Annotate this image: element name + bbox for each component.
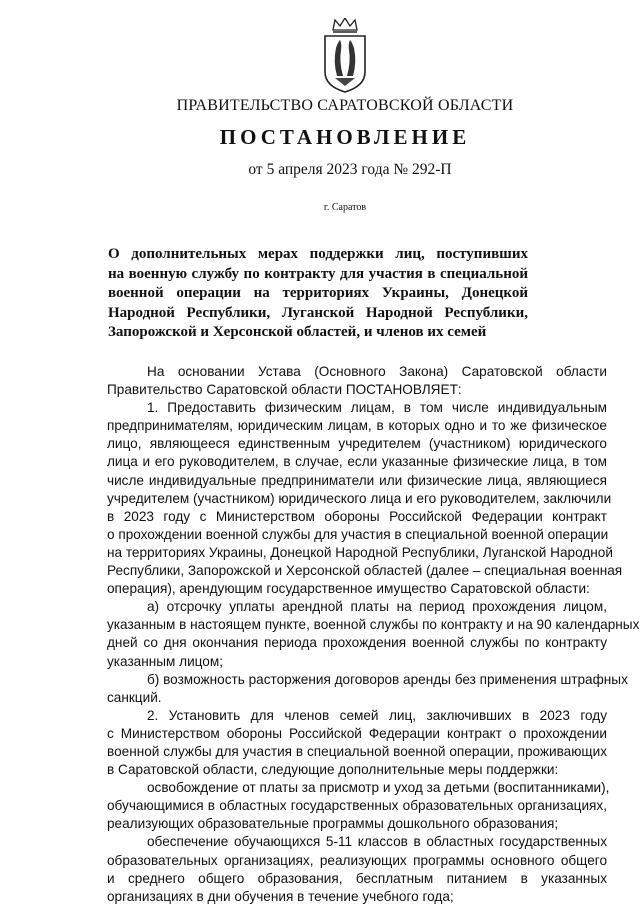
body-line: образовательных организациях, реализующих программы основного общего: [107, 852, 607, 868]
body-line: числе индивидуальные предприниматели или физические лица, являющиеся: [107, 472, 607, 488]
body-line: предпринимателям, юридическим лицам, в которых одно и то же физическое: [107, 418, 607, 434]
body-line: о прохождении военной службы для участия в специальной военной операции: [107, 526, 609, 542]
document-type: ПОСТАНОВЛЕНИЕ: [219, 125, 471, 149]
body-line: организациях в дни обучения в течение учебного года;: [107, 888, 454, 904]
body-line: обучающимися в областных государственных образовательных организациях,: [107, 798, 607, 814]
body-line: б) возможность расторжения договоров аренды без применения штрафных: [147, 671, 628, 687]
organization-name: ПРАВИТЕЛЬСТВО САРАТОВСКОЙ ОБЛАСТИ: [176, 97, 514, 114]
body-line: санкций.: [107, 689, 162, 705]
body-line: лица и его руководителем, в случае, если указанные физические лица, в том: [107, 454, 607, 470]
coat-of-arms-emblem: [321, 18, 369, 94]
body-line: реализующих образовательные программы дошкольного образования;: [107, 816, 559, 832]
body-line: 1. Предоставить физическим лицам, в том числе индивидуальным: [147, 400, 607, 416]
body-line: указанным в настоящем пункте, военной службы по контракту и на 90 календарных: [107, 617, 640, 633]
body-line: Республики, Запорожской и Херсонской областей (далее – специальная военная: [107, 563, 623, 579]
subject-line: Запорожской и Херсонской областей, и членов их семей: [108, 324, 487, 340]
body-line: а) отсрочку уплаты арендной платы на период прохождения лицом,: [147, 599, 607, 615]
body-line: На основании Устава (Основного Закона) Саратовской области: [147, 364, 607, 379]
body-line: с Министерством обороны Российской Федерации контракт о прохождении: [107, 725, 607, 741]
body-line: в Саратовской области, следующие дополнительные меры поддержки:: [107, 762, 559, 778]
subject-line: военной операции на территориях Украины, Донецкой: [108, 285, 528, 301]
city-name: г. Саратов: [323, 202, 367, 213]
body-line: обеспечение обучающихся 5-11 классов в областных государственных: [147, 834, 607, 850]
body-line: на территориях Украины, Донецкой Народной Республики, Луганской Народной: [107, 544, 613, 560]
body-line: военной службы для участия в специальной военной операции, проживающих: [107, 743, 607, 759]
body-line: в 2023 году с Министерством обороны Российской Федерации контракт: [107, 508, 607, 524]
subject-line: О дополнительных мерах поддержки лиц, поступивших: [108, 246, 528, 262]
body-line: 2. Установить для членов семей лиц, заключивших в 2023 году: [147, 707, 607, 723]
body-line: освобождение от платы за присмотр и уход за детьми (воспитанниками),: [147, 780, 610, 796]
date-and-number: от 5 апреля 2023 года № 292-П: [248, 161, 452, 178]
saratov-coat-of-arms-icon: [321, 18, 369, 94]
body-line: лицо, являющееся единственным учредителем (участником) юридического: [107, 436, 607, 452]
body-line: учредителем (участником) юридического лица и его руководителем, заключили: [107, 490, 612, 506]
document-subject: [108, 245, 528, 343]
body-line: указанным лицом;: [107, 653, 223, 669]
body-line: дней со дня окончания периода прохождения военной службы по контракту: [107, 635, 607, 651]
body-line: Правительство Саратовской области ПОСТАНОВЛЯЕТ:: [107, 382, 462, 398]
document-body: [107, 363, 640, 906]
body-line: операция), арендующим государственное имущество Саратовской области:: [107, 581, 590, 597]
subject-line: Народной Республики, Луганской Народной Республики,: [108, 304, 528, 321]
subject-line: на военную службу по контракту для участия в специальной: [108, 265, 528, 282]
body-line: и среднего общего образования, бесплатным питанием в указанных: [107, 870, 607, 886]
